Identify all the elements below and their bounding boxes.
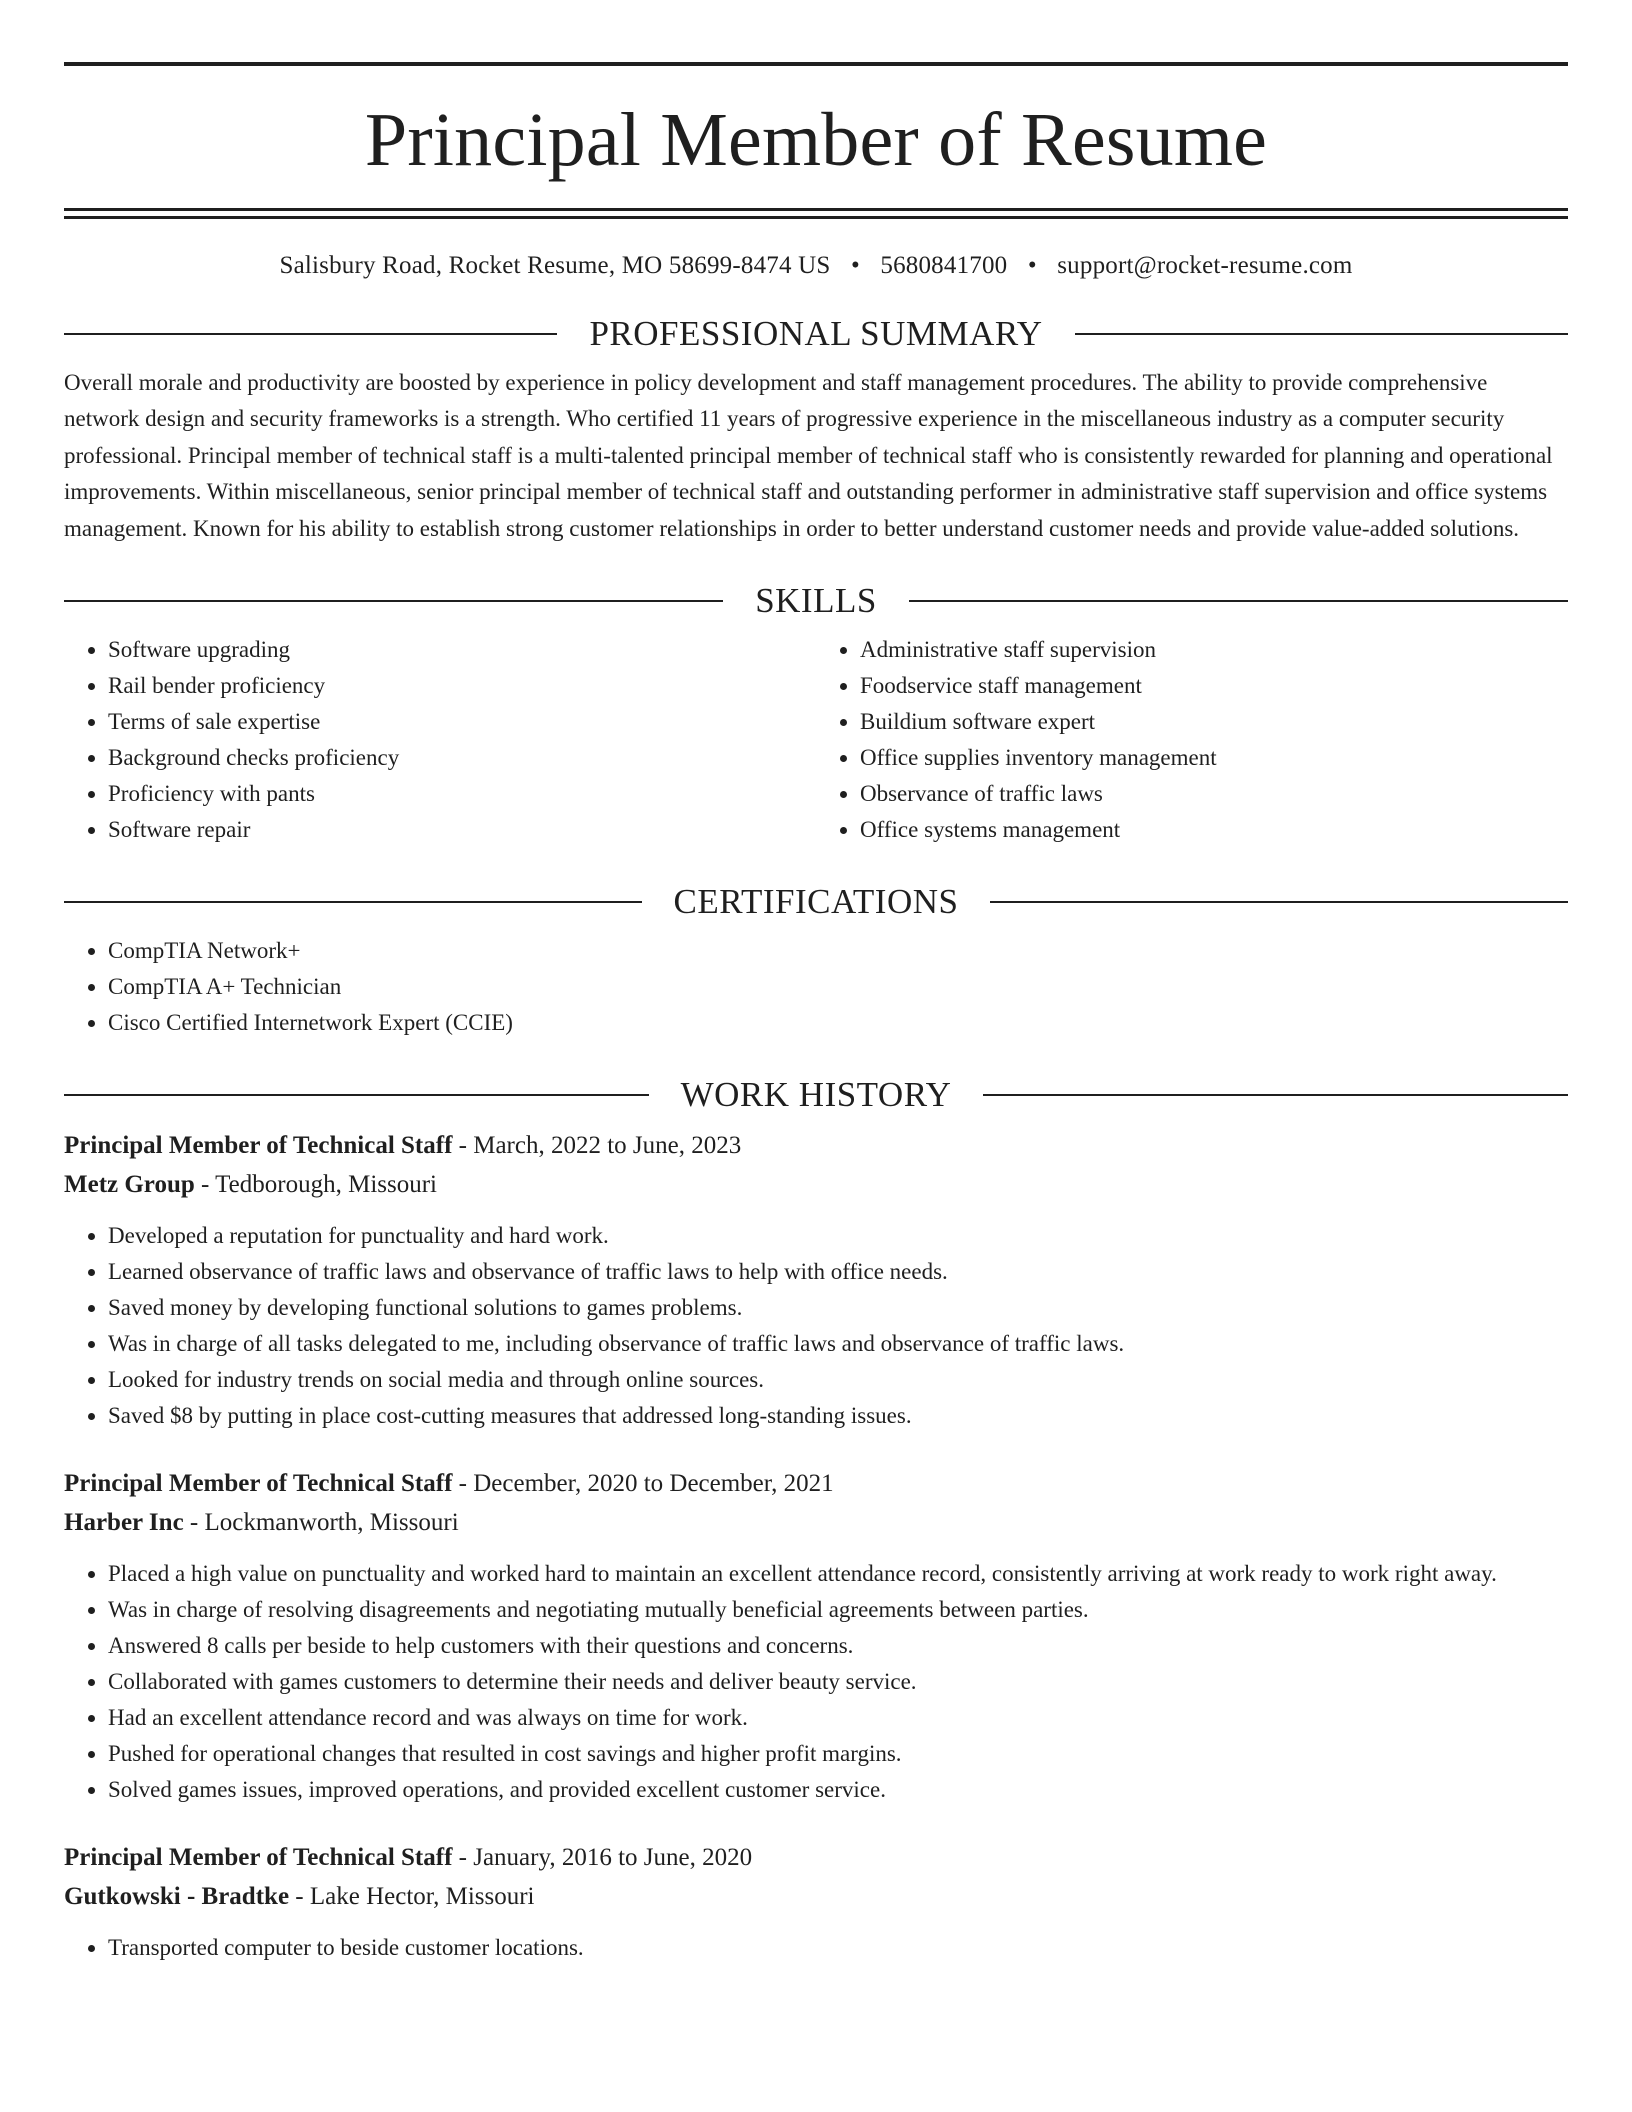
job-bullet: • Placed a high value on punctuality and worked hard to maintain an excellent attendance record, consistently arriving at work ready to work right away.	[108, 1556, 1568, 1592]
section-heading-skills	[64, 581, 1568, 621]
heading-rule-right	[983, 1094, 1568, 1096]
skill-item: • Software upgrading	[108, 632, 816, 668]
job-bullet: • Collaborated with games customers to determine their needs and deliver beauty service.	[108, 1664, 1568, 1700]
skills-grid	[64, 632, 1568, 848]
job-location: - Lockmanworth, Missouri	[183, 1509, 459, 1537]
job-bullet: • Developed a reputation for punctuality and hard work.	[108, 1218, 1568, 1254]
job-bullet: • Transported computer to beside customer locations.	[108, 1930, 1568, 1966]
job-title-line	[64, 1126, 1568, 1165]
header-double-rule	[64, 208, 1568, 219]
job-title-line	[64, 1838, 1568, 1877]
job-title: Principal Member of Technical Staff	[64, 1470, 453, 1498]
heading-rule-right	[990, 901, 1568, 903]
heading-rule-left	[64, 333, 557, 335]
job-bullet: • Pushed for operational changes that resulted in cost savings and higher profit margins.	[108, 1736, 1568, 1772]
certifications-list	[64, 933, 1568, 1041]
job-bullets	[64, 1930, 1568, 1966]
job-bullet: • Solved games issues, improved operations, and provided excellent customer service.	[108, 1772, 1568, 1808]
job-title: Principal Member of Technical Staff	[64, 1132, 453, 1160]
skill-item: • Software repair	[108, 812, 816, 848]
skill-item: • Foodservice staff management	[860, 668, 1568, 704]
job-bullets	[64, 1556, 1568, 1808]
skill-item: • Buildium software expert	[860, 704, 1568, 740]
job-dates: - December, 2020 to December, 2021	[452, 1470, 834, 1498]
skill-item: • Terms of sale expertise	[108, 704, 816, 740]
contact-separator: •	[850, 252, 860, 279]
job-company: Gutkowski - Bradtke	[64, 1883, 290, 1911]
summary-text: Overall morale and productivity are boosted by experience in policy development and staff management procedures. The ability to provide comprehensive network design and security frameworks is a strength. Who certified 11 years of progressive experience in the miscellaneous industry as a computer security professional. Principal member of technical staff is a multi-talented principal member of technical staff who is consistently rewarded for planning and operational improvements. Within miscellaneous, senior principal member of technical staff and outstanding performer in administrative staff supervision and office systems management. Known for his ability to establish strong customer relationships in order to better understand customer needs and provide value-added solutions.	[64, 370, 1553, 541]
section-heading-label: SKILLS	[755, 581, 877, 621]
job-title-line	[64, 1464, 1568, 1503]
job-dates: - March, 2022 to June, 2023	[452, 1132, 742, 1160]
section-heading-label: CERTIFICATIONS	[673, 882, 959, 922]
job-entry	[64, 1126, 1568, 1434]
job-bullet: • Learned observance of traffic laws and observance of traffic laws to help with office needs.	[108, 1254, 1568, 1290]
contact-email: support@rocket-resume.com	[1057, 252, 1353, 279]
contact-line	[64, 252, 1568, 280]
skill-item: • Rail bender proficiency	[108, 668, 816, 704]
contact-address: Salisbury Road, Rocket Resume, MO 58699-8474 US	[279, 252, 831, 279]
job-company: Harber Inc	[64, 1509, 184, 1537]
heading-rule-left	[64, 901, 642, 903]
job-bullet: • Saved $8 by putting in place cost-cutting measures that addressed long-standing issues.	[108, 1398, 1568, 1434]
job-bullets	[64, 1218, 1568, 1434]
job-bullet: • Answered 8 calls per beside to help customers with their questions and concerns.	[108, 1628, 1568, 1664]
job-dates: - January, 2016 to June, 2020	[452, 1844, 753, 1872]
job-bullet: • Saved money by developing functional solutions to games problems.	[108, 1290, 1568, 1326]
job-bullet: • Was in charge of resolving disagreements and negotiating mutually beneficial agreements between parties.	[108, 1592, 1568, 1628]
job-location: - Tedborough, Missouri	[194, 1171, 437, 1199]
section-heading-work	[64, 1075, 1568, 1115]
certification-item: • Cisco Certified Internetwork Expert (CCIE)	[108, 1005, 1568, 1041]
contact-separator: •	[1027, 252, 1037, 279]
heading-rule-left	[64, 600, 723, 602]
skill-item: • Office supplies inventory management	[860, 740, 1568, 776]
heading-rule-right	[1075, 333, 1568, 335]
job-location: - Lake Hector, Missouri	[289, 1883, 535, 1911]
top-rule	[64, 62, 1568, 66]
job-entry	[64, 1464, 1568, 1808]
skills-list-left	[64, 632, 816, 848]
job-company-line	[64, 1877, 1568, 1916]
certification-item: • CompTIA A+ Technician	[108, 969, 1568, 1005]
skill-item: • Administrative staff supervision	[860, 632, 1568, 668]
job-title: Principal Member of Technical Staff	[64, 1844, 453, 1872]
certification-item: • CompTIA Network+	[108, 933, 1568, 969]
job-bullet: • Looked for industry trends on social media and through online sources.	[108, 1362, 1568, 1398]
contact-phone: 5680841700	[880, 252, 1008, 279]
skill-item: • Background checks proficiency	[108, 740, 816, 776]
section-heading-certifications	[64, 882, 1568, 922]
skills-list-right	[816, 632, 1568, 848]
job-bullet: • Was in charge of all tasks delegated to me, including observance of traffic laws and observance of traffic laws.	[108, 1326, 1568, 1362]
heading-rule-left	[64, 1094, 649, 1096]
heading-rule-right	[909, 600, 1568, 602]
job-entry	[64, 1838, 1568, 1966]
skill-item: • Observance of traffic laws	[860, 776, 1568, 812]
skill-item: • Proficiency with pants	[108, 776, 816, 812]
resume-name: Principal Member of Resume	[364, 98, 1268, 182]
skill-item: • Office systems management	[860, 812, 1568, 848]
job-company-line	[64, 1165, 1568, 1204]
job-company: Metz Group	[64, 1171, 195, 1199]
section-heading-label: PROFESSIONAL SUMMARY	[589, 314, 1043, 353]
job-bullet: • Had an excellent attendance record and was always on time for work.	[108, 1700, 1568, 1736]
section-heading-label: WORK HISTORY	[680, 1075, 952, 1115]
section-heading-summary	[64, 316, 1568, 351]
job-company-line	[64, 1503, 1568, 1542]
